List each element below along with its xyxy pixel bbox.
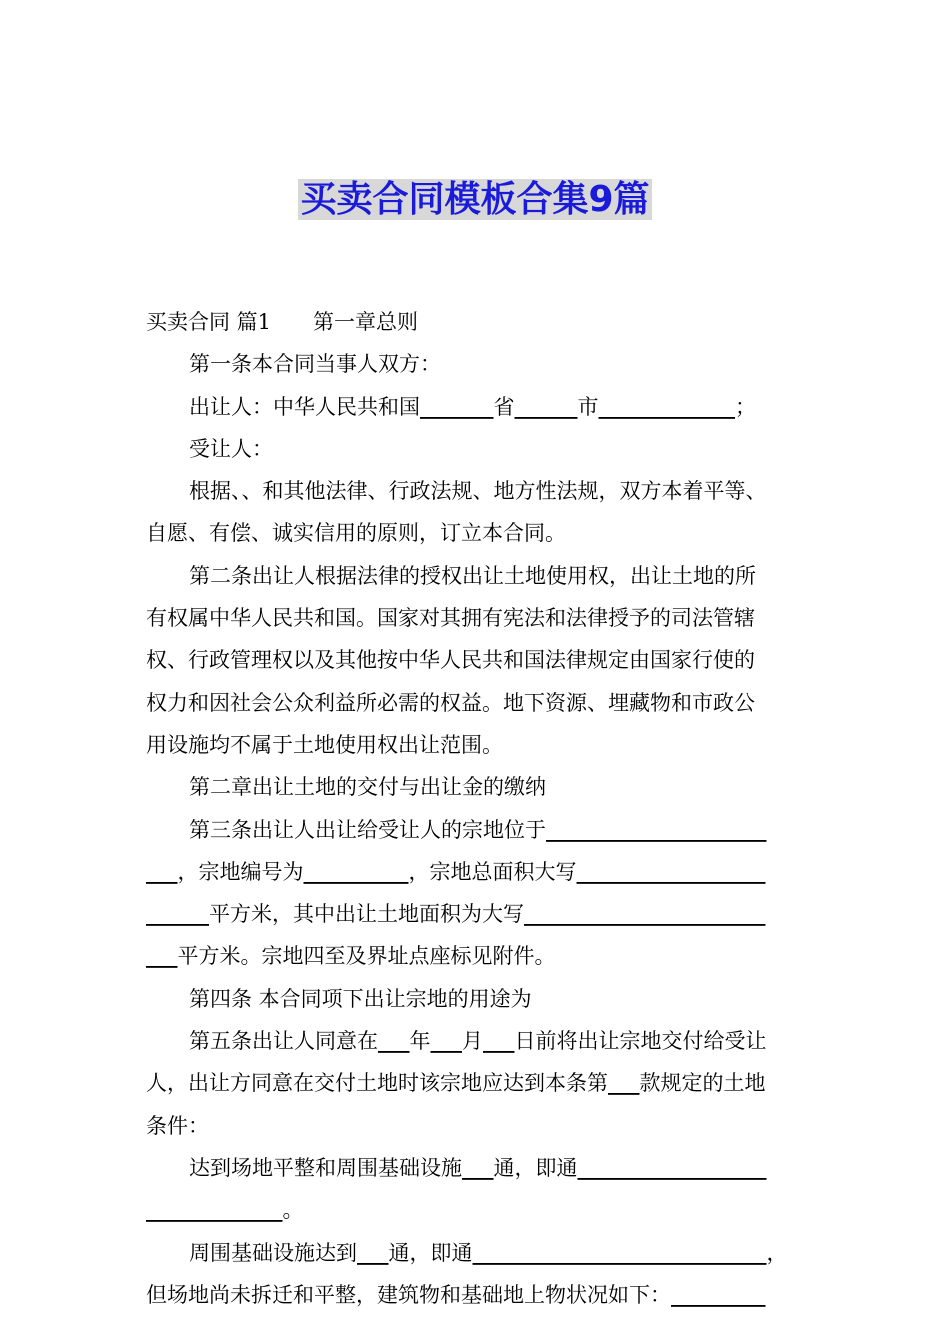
text-fragment: 日前将出让宗地交付给受让 [514,1029,767,1054]
paragraph-line: 第一条本合同当事人双方： [189,352,441,377]
paragraph-line: 用设施均不属于土地使用权出让范围。 [146,732,503,757]
chapter-title: 第一章总则 [313,310,419,334]
paragraph-line: 条件： [146,1113,209,1138]
fill-blank: ___ [462,1155,494,1180]
paragraph-line [146,851,826,893]
document-title [0,172,950,228]
paragraph-line [146,1020,826,1062]
fill-blank: ___ [146,859,178,884]
text-fragment: ， [766,1240,788,1265]
paragraph-line: 自愿、有偿、诚实信用的原则，订立本合同。 [146,521,566,546]
fill-blank: ______ [146,902,209,927]
text-fragment: 通，即通 [493,1155,578,1180]
text-fragment: 出让人：中华人民共和国 [189,394,420,419]
fill-blank: _____________________ [546,817,767,842]
text-fragment: 平方米，其中出让土地面积为大写 [209,902,524,927]
fill-blank: ______ [514,394,578,419]
fill-blank: _________ [671,1282,766,1307]
fill-blank: ___ [357,1240,389,1265]
fill-blank: ___ [146,944,178,969]
paragraph-line: 权力和因社会公众利益所必需的权益。地下资源、埋藏物和市政公 [146,690,755,715]
text-fragment: ，宗地编号为 [177,859,304,884]
fill-blank: __________________ [576,859,766,884]
document-title-text: 买卖合同模板合集9篇 [300,179,650,220]
paragraph-line [146,1062,826,1104]
text-fragment: 达到场地平整和周围基础设施 [189,1155,462,1180]
text-fragment: 市 [577,394,599,419]
text-fragment: 人，出让方同意在交付土地时该宗地应达到本条第 [146,1071,608,1096]
text-fragment: 年 [409,1029,431,1054]
text-fragment: 通，即通 [388,1240,473,1265]
fill-blank: _______ [420,394,494,419]
document-body [146,301,826,1316]
fill-blank: _____________ [598,394,735,419]
paragraph-line [146,809,826,851]
section-label: 买卖合同 篇1 [146,310,272,334]
text-fragment: 但场地尚未拆迁和平整，建筑物和基础地上物状况如下： [146,1282,671,1307]
text-fragment: 省 [493,394,515,419]
section-heading [146,301,826,343]
paragraph-line [146,1274,826,1316]
fill-blank: ___ [483,1029,515,1054]
fill-blank: __________________ [577,1155,767,1180]
paragraph-line: 第四条 本合同项下出让宗地的用途为 [189,986,532,1011]
text-fragment: 第三条出让人出让给受让人的宗地位于 [189,817,546,842]
paragraph-line [146,1232,826,1274]
text-fragment: ，宗地总面积大写 [408,859,577,884]
text-fragment: 平方米。宗地四至及界址点座标见附件。 [177,944,556,969]
text-fragment: ； [735,394,756,419]
text-fragment: 月 [462,1029,483,1054]
fill-blank: _______________________ [524,902,766,927]
paragraph-line: 受让人： [189,436,273,461]
paragraph-line: 权、行政管理权以及其他按中华人民共和国法律规定由国家行使的 [146,648,755,673]
paragraph-line [146,893,826,935]
paragraph-line [146,386,826,428]
fill-blank: ___ [378,1029,410,1054]
paragraph-line: 第二条出让人根据法律的授权出让土地使用权，出让土地的所 [189,563,756,588]
fill-blank: ___ [608,1071,640,1096]
text-fragment: 。 [282,1198,304,1223]
paragraph-line [146,1189,826,1231]
paragraph-line [146,935,826,977]
text-fragment: 款规定的土地 [639,1071,766,1096]
paragraph-line: 有权属中华人民共和国。国家对其拥有宪法和法律授予的司法管辖 [146,606,755,631]
fill-blank: _____________ [146,1198,283,1223]
fill-blank: ____________________________ [472,1240,767,1265]
paragraph-line: 根据、、和其他法律、行政法规、地方性法规，双方本着平等、 [189,479,767,504]
fill-blank: ___ [430,1029,462,1054]
paragraph-line [146,1147,826,1189]
text-fragment: 周围基础设施达到 [189,1240,357,1265]
fill-blank: __________ [303,859,409,884]
chapter-heading: 第二章出让土地的交付与出让金的缴纳 [189,775,546,800]
text-fragment: 第五条出让人同意在 [189,1029,378,1054]
